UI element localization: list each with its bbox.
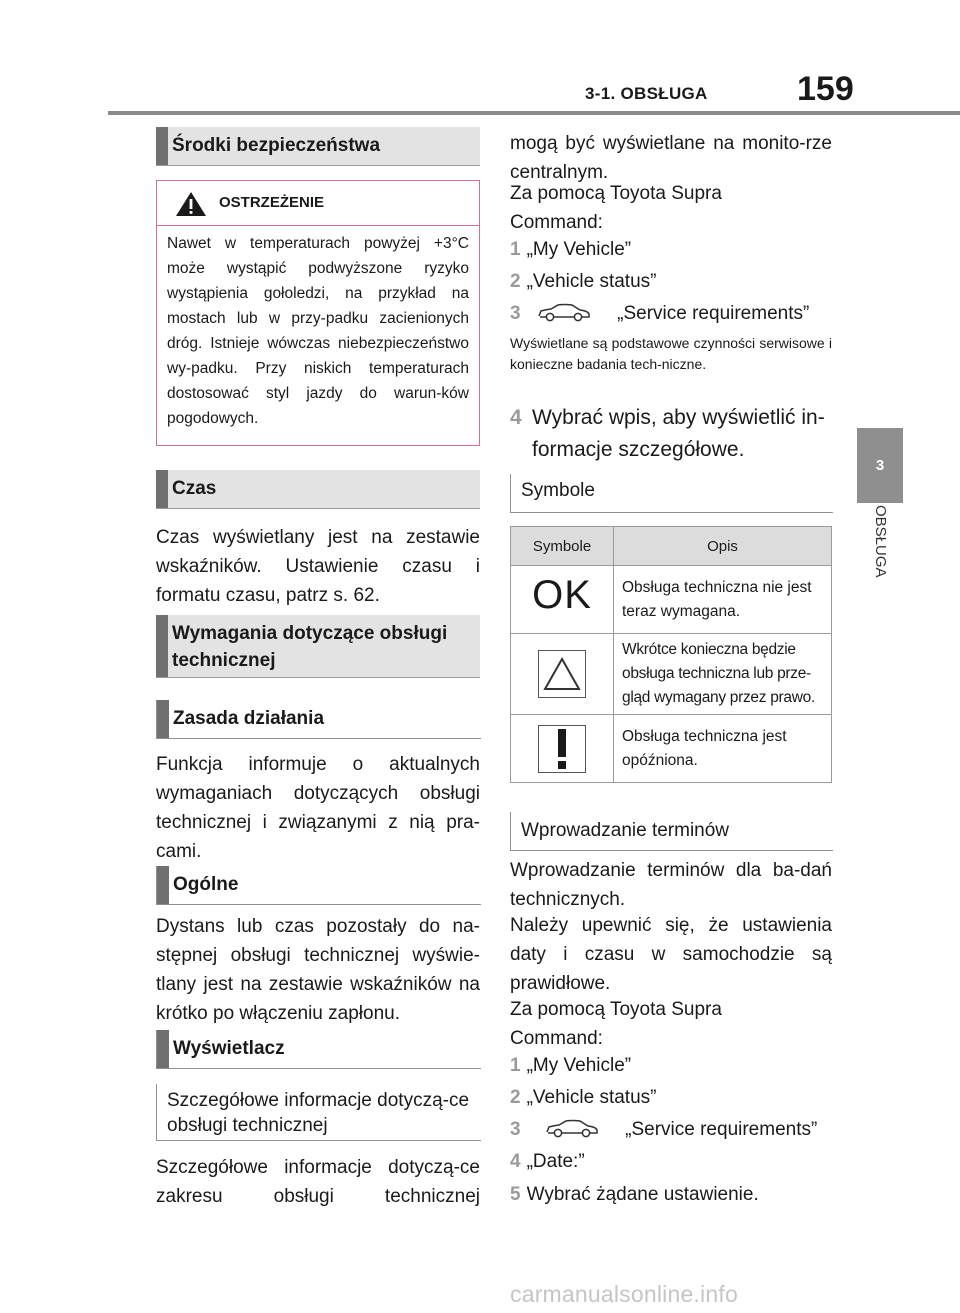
table-row <box>511 634 832 715</box>
step-text: „My Vehicle” <box>526 1055 632 1076</box>
paragraph-details: Szczegółowe informacje dotyczą-ce zakresu obsługi technicznej <box>156 1157 480 1207</box>
step-number: 3 <box>510 303 521 324</box>
heading-time <box>156 470 480 509</box>
heading-time-text: Czas <box>172 478 217 499</box>
paragraph-via-command-2: Za pomocą Toyota Supra Command: <box>510 999 722 1049</box>
chapter-label-text: OBSŁUGA <box>872 505 889 578</box>
section-title: 3-1. OBSŁUGA <box>585 84 708 103</box>
heading-general-text: Ogólne <box>173 874 239 895</box>
table-header-symbols: Symbole <box>511 527 614 566</box>
table-row <box>511 715 832 783</box>
step-text: „Date:” <box>526 1151 585 1172</box>
heading-principle-text: Zasada działania <box>173 708 325 729</box>
heading-dates <box>510 812 833 851</box>
table-cell-symbol <box>511 634 614 715</box>
heading-safety <box>156 127 480 166</box>
watermark: carmanualsonline.info <box>510 1281 738 1307</box>
heading-display-text: Wyświetlacz <box>173 1038 285 1059</box>
warning-header <box>157 181 479 226</box>
heading-symbols <box>510 474 833 513</box>
heading-marker <box>156 470 168 508</box>
step-number: 3 <box>510 1119 521 1140</box>
table-row <box>511 566 832 634</box>
table-cell-symbol <box>511 566 614 634</box>
step-item <box>510 1115 817 1144</box>
paragraph-dates: Wprowadzanie terminów dla ba-dań technicznych. <box>510 860 832 910</box>
paragraph-note: Wyświetlane są podstawowe czynności serwisowe i konieczne badania tech-niczne. <box>510 335 832 372</box>
ok-text-icon: OK <box>532 573 592 617</box>
step-number: 1 <box>510 239 521 260</box>
step-item <box>510 267 656 296</box>
page-number: 159 <box>797 70 854 108</box>
paragraph-check-date: Należy upewnić się, że ustawienia daty i czasu w samochodzie są prawidłowe. <box>510 915 832 994</box>
step-text: „Service requirements” <box>625 1119 818 1140</box>
triangle-icon-frame <box>538 650 586 698</box>
heading-symbols-text: Symbole <box>521 480 595 501</box>
step-item <box>510 402 528 434</box>
exclamation-icon <box>539 726 585 772</box>
step-number: 2 <box>510 271 521 292</box>
car-icon <box>536 302 592 322</box>
warning-triangle-icon <box>175 191 207 217</box>
step-text: „My Vehicle” <box>526 239 632 260</box>
step-item <box>510 235 631 264</box>
paragraph-general: Dystans lub czas pozostały do na-stępnej obsługi technicznej wyświe-tlany jest na zestawie wskaźników na krótko po włączeniu zapłonu. <box>156 916 480 1024</box>
step-item <box>510 1180 759 1209</box>
step-item <box>510 1051 631 1080</box>
heading-marker <box>156 615 168 677</box>
heading-dates-text: Wprowadzanie terminów <box>521 820 730 841</box>
step-item <box>510 1083 656 1112</box>
paragraph-continued: mogą być wyświetlane na monito-rze centralnym. <box>510 133 832 183</box>
warning-box <box>156 180 480 446</box>
table-cell-symbol <box>511 715 614 783</box>
heading-safety-text: Środki bezpieczeństwa <box>172 135 381 156</box>
step-number: 5 <box>510 1184 521 1205</box>
header-rule <box>108 111 960 115</box>
step-number: 1 <box>510 1055 521 1076</box>
chapter-tab: 3 <box>857 428 903 503</box>
step-text: „Service requirements” <box>617 303 810 324</box>
table-cell-description: Obsługa techniczna jest opóźniona. <box>614 715 832 783</box>
step-number: 4 <box>510 406 522 429</box>
warning-title: OSTRZEŻENIE <box>219 194 325 211</box>
table-header-description: Opis <box>614 527 832 566</box>
heading-details-text: Szczegółowe informacje dotyczą-ce obsługi technicznej <box>167 1090 470 1136</box>
heading-general <box>156 866 481 905</box>
table-cell-description: Obsługa techniczna nie jest teraz wymagana. <box>614 566 832 634</box>
car-icon <box>544 1118 600 1138</box>
table-cell-description: Wkrótce konieczna będzie obsługa techniczna lub prze-gląd wymagany przez prawo. <box>614 634 832 715</box>
heading-marker <box>157 866 169 904</box>
warning-body: Nawet w temperaturach powyżej +3°C może wystąpić podwyższone ryzyko wystąpienia gołoledzi, na przykład na mostach lub w przy-padku zacienionych dróg. Istnieje wówczas niebezpieczeństwo wy-padku. Przy niskich temperaturach dostosować styl jazdy do warun-ków pogodowych. <box>167 235 469 427</box>
symbols-table <box>510 526 832 783</box>
heading-service-text: Wymagania dotyczące obsługi technicznej <box>172 623 448 671</box>
paragraph-principle: Funkcja informuje o aktualnych wymaganiach dotyczących obsługi technicznej i związanymi z nią pra-cami. <box>156 754 480 862</box>
chapter-label <box>855 505 905 615</box>
heading-details <box>156 1084 481 1141</box>
paragraph-time: Czas wyświetlany jest na zestawie wskaźników. Ustawienie czasu i formatu czasu, patrz s. 62. <box>156 527 480 606</box>
step-item <box>510 299 809 328</box>
paragraph-via-command: Za pomocą Toyota Supra Command: <box>510 183 722 233</box>
step-text: „Vehicle status” <box>526 1087 657 1108</box>
heading-service <box>156 615 480 678</box>
step-text: „Vehicle status” <box>526 271 657 292</box>
heading-marker <box>157 700 169 738</box>
table-header-row <box>511 527 832 566</box>
heading-marker <box>157 1030 169 1068</box>
exclamation-icon-frame <box>538 725 586 773</box>
step-text: Wybrać wpis, aby wyświetlić in-formacje szczegółowe. <box>532 406 825 461</box>
step-number: 2 <box>510 1087 521 1108</box>
heading-principle <box>156 700 481 739</box>
step-text: Wybrać żądane ustawienie. <box>526 1184 759 1205</box>
heading-display <box>156 1030 481 1069</box>
triangle-icon <box>539 651 585 697</box>
step-item <box>510 1147 585 1176</box>
heading-marker <box>156 127 168 165</box>
step-number: 4 <box>510 1151 521 1172</box>
